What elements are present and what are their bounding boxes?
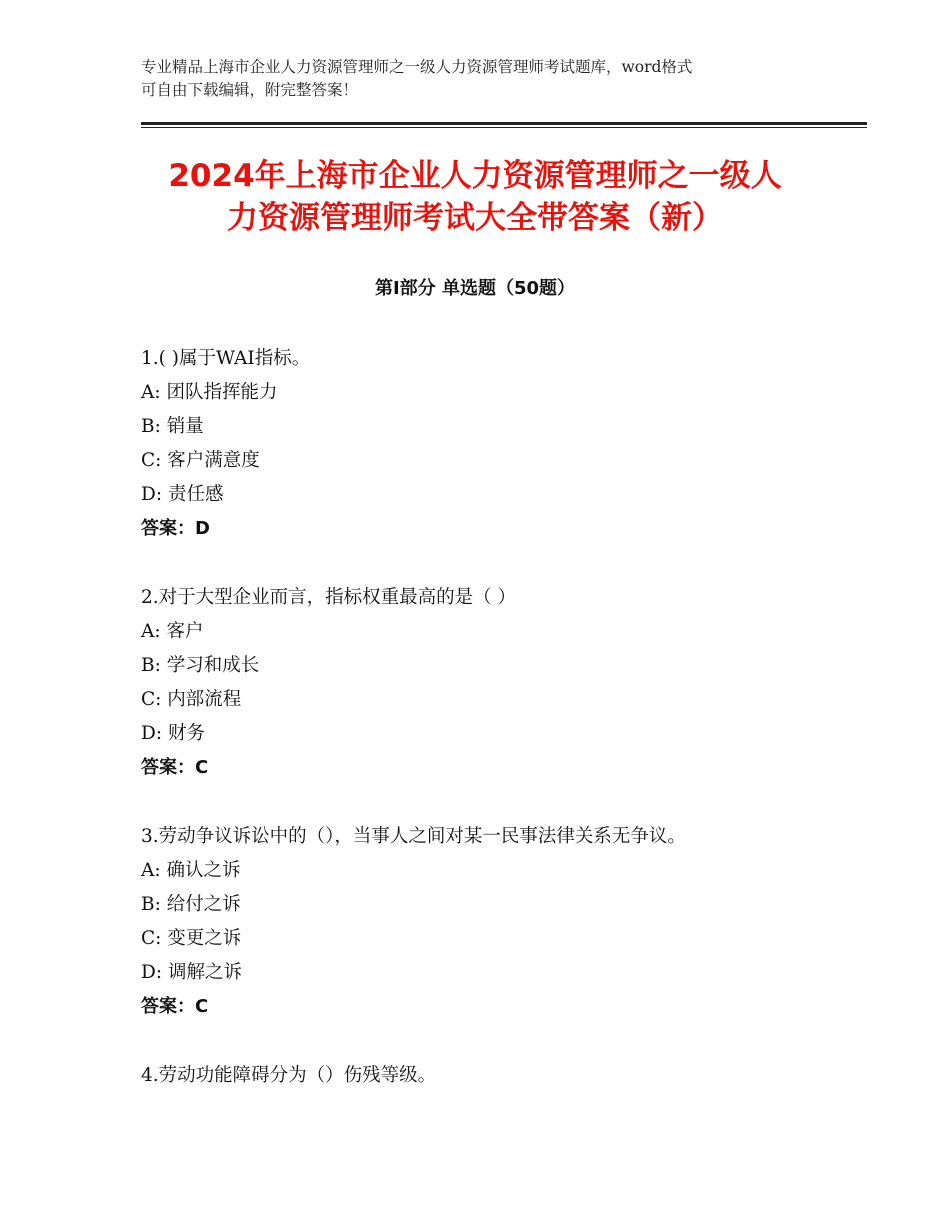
- option-d: D: 责任感: [141, 484, 224, 505]
- option-c: C: 内部流程: [141, 689, 242, 710]
- header-rule-thick: [141, 122, 867, 125]
- option-a: A: 团队指挥能力: [141, 382, 278, 403]
- question-4: [141, 1059, 841, 1093]
- option-b: B: 销量: [141, 416, 204, 437]
- answer-label: 答案：D: [141, 518, 210, 539]
- question-stem: 4.劳动功能障碍分为（）伤残等级。: [141, 1065, 437, 1086]
- option-d: D: 调解之诉: [141, 962, 242, 983]
- option-b: B: 学习和成长: [141, 655, 260, 676]
- answer-label: 答案：C: [141, 757, 209, 778]
- document-title-line-1: 2024年上海市企业人力资源管理师之一级人: [168, 158, 782, 194]
- question-2: [141, 581, 841, 785]
- option-a: A: 客户: [141, 621, 204, 642]
- question-stem: 3.劳动争议诉讼中的（），当事人之间对某一民事法律关系无争议。: [141, 826, 686, 847]
- option-d: D: 财务: [141, 723, 205, 744]
- question-stem: 1.( )属于WAI指标。: [141, 348, 311, 369]
- section-heading: 第Ⅰ部分 单选题（50题）: [374, 278, 575, 299]
- document-title: [80, 155, 870, 239]
- header-note-line-1: 专业精品上海市企业人力资源管理师之一级人力资源管理师考试题库，word格式: [141, 58, 693, 76]
- question-3: [141, 820, 841, 1024]
- question-stem: 2.对于大型企业而言，指标权重最高的是（ ）: [141, 587, 517, 608]
- option-a: A: 确认之诉: [141, 860, 241, 881]
- option-c: C: 客户满意度: [141, 450, 260, 471]
- question-list: [141, 342, 841, 1128]
- option-c: C: 变更之诉: [141, 928, 242, 949]
- answer-label: 答案：C: [141, 996, 209, 1017]
- option-b: B: 给付之诉: [141, 894, 241, 915]
- document-title-line-2: 力资源管理师考试大全带答案（新）: [227, 200, 723, 236]
- header-note: [141, 56, 811, 102]
- header-note-line-2: 可自由下载编辑，附完整答案！: [141, 81, 359, 99]
- header-rule-thin: [141, 127, 867, 128]
- question-1: [141, 342, 841, 546]
